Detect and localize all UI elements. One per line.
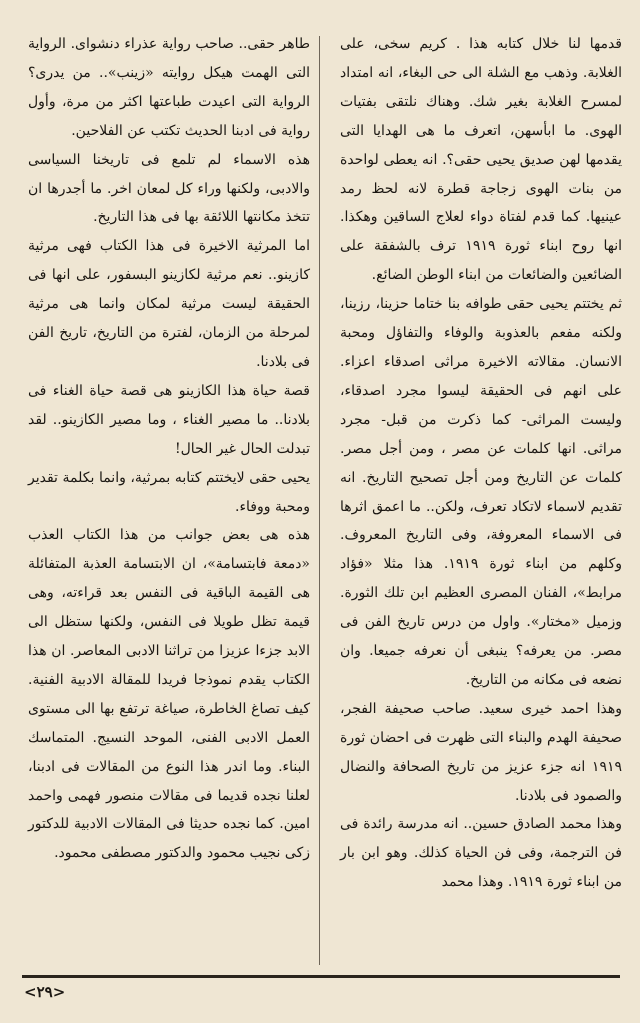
- paragraph: قصة حياة هذا الكازينو هى قصة حياة الغناء فى بلادنا.. ما مصير الغناء ، وما مصير الكازينو.. لقد تبدلت الحال غير الحال!: [28, 382, 310, 457]
- left-text-column: [28, 30, 310, 868]
- column-divider: [319, 36, 320, 965]
- footer-rule: [22, 975, 620, 978]
- right-text-column: [340, 30, 622, 897]
- page-number: <٢٩>: [24, 983, 66, 1001]
- paragraph: وهذا محمد الصادق حسين.. انه مدرسة رائدة فى فن الترجمة، وفى فن الحياة كذلك. وهو ابن بار من ابناء ثورة ١٩١٩. وهذا محمد: [340, 816, 622, 891]
- paragraph: وهذا احمد خيرى سعيد. صاحب صحيفة الفجر، صحيفة الهدم والبناء التى ظهرت فى احضان ثورة ١٩١٩ انه جزء عزيز من تاريخ الصحافة والنضال والصمود فى بلادنا.: [340, 700, 622, 804]
- paragraph: يحيى حقى لايختتم كتابه بمرثية، وانما بكلمة تقدير ومحبة ووفاء.: [28, 469, 310, 515]
- paragraph: هذه الاسماء لم تلمع فى تاريخنا السياسى والادبى، ولكنها وراء كل لمعان اخر. ما أجدرها ان تتخذ مكانتها اللائقة بها فى هذا التاريخ.: [28, 151, 310, 226]
- paragraph: قدمها لنا خلال كتابه هذا . كريم سخى، على الغلابة. وذهب مع الشلة الى حى البغاء، انه امتداد لمسرح الغلابة بغير شك. وهناك نلتقى بفتيات الهوى. ما ابأسهن، اتعرف ما هى الهدايا التى يقدمها لهن صديق يحيى حقى؟. انه يعطى لواحدة من بنات الهوى زجاجة قطرة لانه لحظ رمد عينيها. كما قدم لفتاة دواء لعلاج الساقين وهكذا. انها روح ابناء ثورة ١٩١٩ ترف بالشفقة على الضائعين والضائعات من ابناء الوطن الضائع.: [340, 36, 622, 284]
- paragraph: هذه هى بعض جوانب من هذا الكتاب العذب «دمعة فابتسامة»، ان الابتسامة العذبة المتفائلة هى القيمة الباقية فى النفس بعد قراءته، وهى قيمة تظل طويلا فى النفس، ولكنها ستظل الى الابد جزءا عزيزا من تراثنا الادبى المعاصر. ان هذا الكتاب يقدم نموذجا فريدا للمقالة الادبية الفنية. كيف تصاغ الخاطرة، صياغة ترتفع بها الى مستوى العمل الادبى الفنى، الموحد النسيج. المتماسك البناء. وما اندر هذا النوع من المقالات فى ادبنا، لعلنا نجده قديما فى مقالات منصور فهمى واحمد امين. كما نجده حديثا فى المقالات الادبية للدكتور زكى نجيب محمود والدكتور مصطفى محمود.: [28, 527, 310, 862]
- paragraph: طاهر حقى.. صاحب رواية عذراء دنشواى. الرواية التى الهمت هيكل روايته «زينب».. من يدرى؟ الرواية التى اعيدت طباعتها اكثر من مرة، وأول رواية فى ادبنا الحديث تكتب عن الفلاحين.: [28, 36, 310, 139]
- paragraph: اما المرثية الاخيرة فى هذا الكتاب فهى مرثية كازينو.. نعم مرثية لكازينو البسفور، على انها فى الحقيقة ليست مرثية لمكان وانما هى مرثية لمرحلة من الزمان، لفترة من التاريخ، تاريخ الفن فى بلادنا.: [28, 238, 310, 370]
- paragraph: ثم يختتم يحيى حقى طوافه بنا ختاما حزينا، رزينا، ولكنه مفعم بالعذوبة والوفاء والتفاؤل ومحبة الانسان. مقالاته الاخيرة مراثى اصدقاء اعزاء. على انهم فى الحقيقة ليسوا مجرد اصدقاء، وليست المراثى- كما ذكرت من قبل- مجرد مراثى. انها كلمات عن مصر ، ومن أجل مصر. كلمات عن التاريخ ومن أجل تصحيح التاريخ. انه تقديم لاسماء لاتكاد تعرف، ولكن.. ما اعمق اثرها فى الاسماء المعروفة، وفى التاريخ المعروف. وكلهم من ابناء ثورة ١٩١٩. هذا مثلا «فؤاد مرابط»، الفنان المصرى العظيم ابن تلك الثورة. وزميل «مختار». واول من درس تاريخ الفن فى مصر. من يعرفه؟ ينبغى أن نعرفه جميعا. وان نضعه فى مكانه من التاريخ.: [340, 296, 622, 688]
